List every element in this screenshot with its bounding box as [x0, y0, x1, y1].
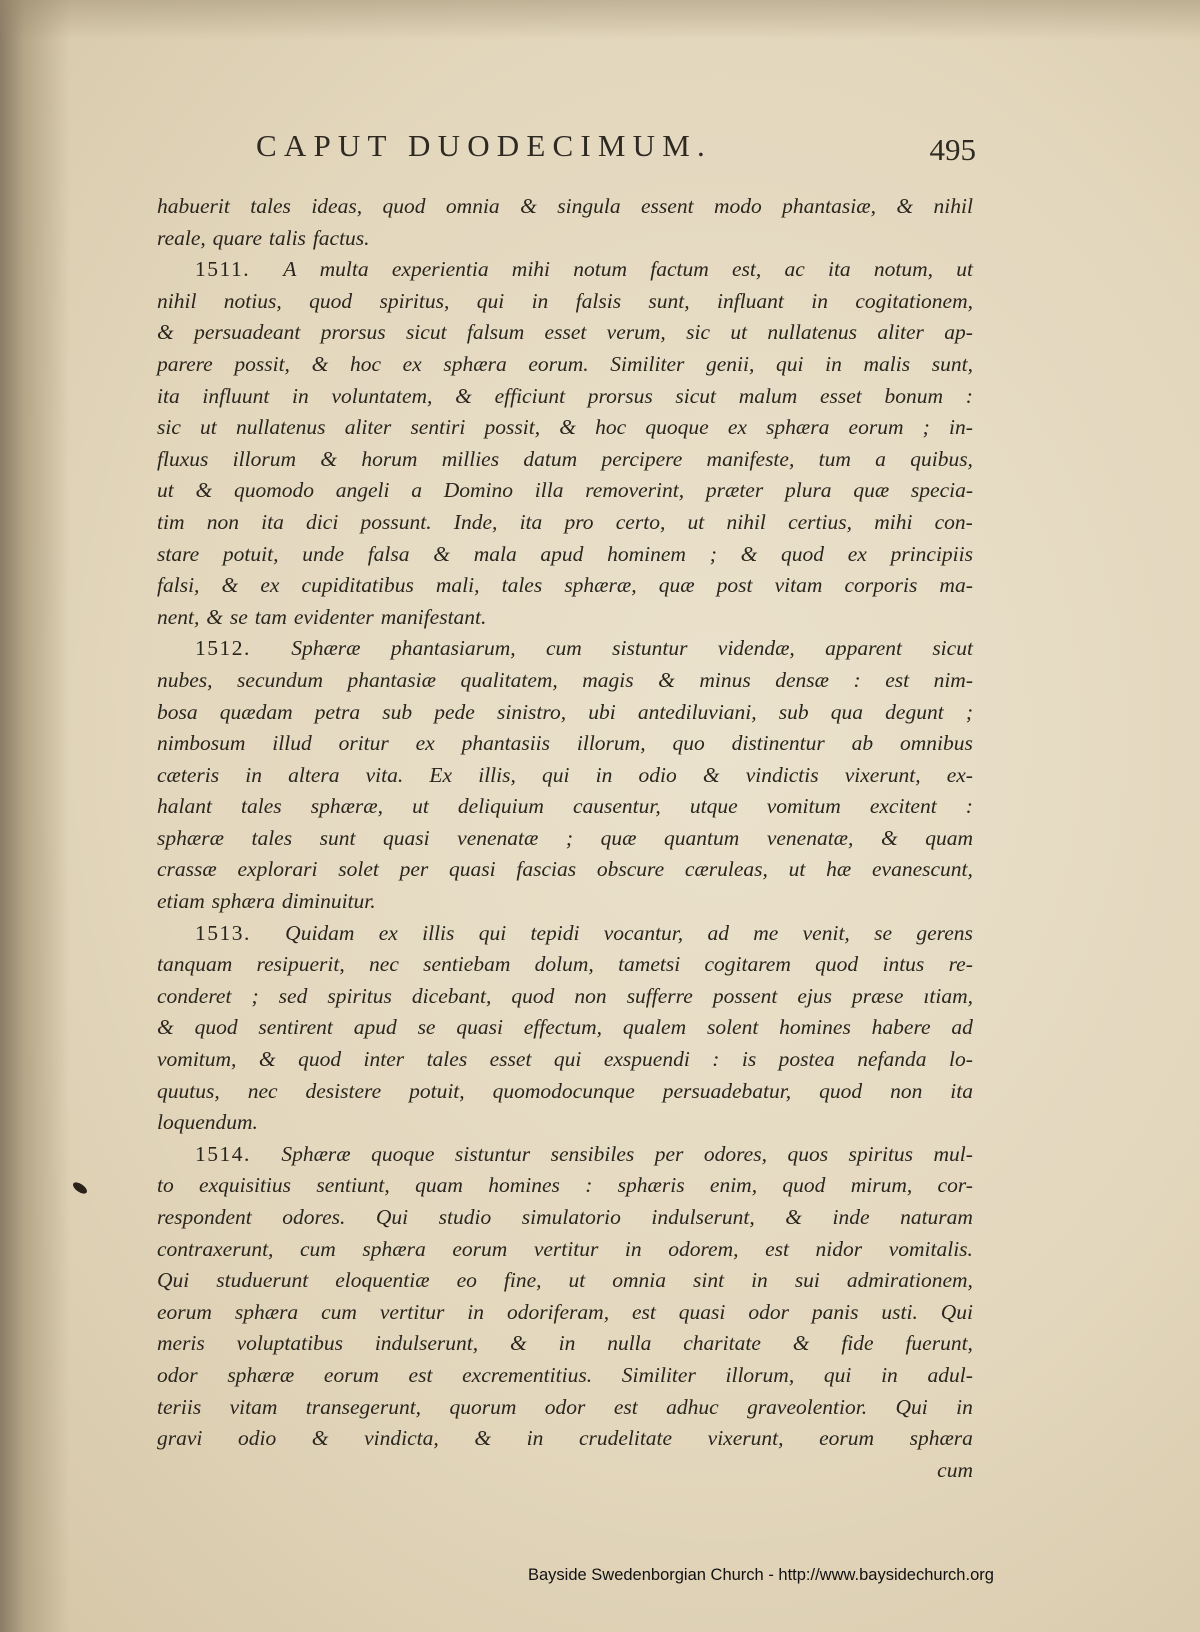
text-line: stare potuit, unde falsa & mala apud hominem ; & quod ex principiis [157, 541, 973, 566]
text-line: & persuadeant prorsus sicut falsum esset verum, sic ut nullatenus aliter ap- [157, 320, 973, 345]
text-line: eorum sphæra cum vertitur in odoriferam, est quasi odor panis usti. Qui [157, 1299, 973, 1324]
paragraph-number: 1512. [195, 636, 251, 661]
text-line: reale, quare talis factus. [157, 225, 370, 250]
text-line: tanquam resipuerit, nec sentiebam dolum, tametsi cogitarem quod intus re- [157, 952, 973, 977]
text-line: nimbosum illud oritur ex phantasiis illorum, quo distinentur ab omnibus [157, 731, 973, 756]
text-line: 1514. Sphæræ quoque sistuntur sensibiles per odores, quos spiritus mul- [157, 1139, 973, 1171]
text-line: odor sphæræ eorum est excrementitius. Similiter illorum, qui in adul- [157, 1362, 973, 1387]
text-line: contraxerunt, cum sphæra eorum vertitur in odorem, est nidor vomitalis. [157, 1236, 973, 1261]
paragraph-number: 1514. [195, 1141, 251, 1166]
text-line: respondent odores. Qui studio simulatorio indulserunt, & inde naturam [157, 1205, 973, 1229]
text-line: 1513. Quidam ex illis qui tepidi vocantur, ad me venit, se gerens [157, 918, 973, 950]
running-head [256, 128, 976, 178]
text-line: 1512. Sphæræ phantasiarum, cum sistuntur videndæ, apparent sicut [157, 633, 973, 665]
gutter-shadow [0, 0, 70, 1632]
catchword: cum [937, 1457, 973, 1482]
text-line: Qui studuerunt eloquentiæ eo fine, ut omnia sint in sui admirationem, [157, 1268, 973, 1293]
top-shadow [0, 0, 1200, 40]
text-line: etiam sphæra diminuitur. [157, 889, 376, 914]
text-line: habuerit tales ideas, quod omnia & singula essent modo phantasiæ, & nihil [157, 194, 973, 218]
text-line: sic ut nullatenus aliter sentiri possit, & hoc quoque ex sphæra eorum ; in- [157, 415, 973, 440]
text-line: bosa quædam petra sub pede sinistro, ubi antediluviani, sub qua degunt ; [157, 699, 973, 724]
text-line: to exquisitius sentiunt, quam homines : sphæris enim, quod mirum, cor- [157, 1173, 973, 1198]
paragraph [157, 918, 973, 1139]
text-line: & quod sentirent apud se quasi effectum, qualem solent homines habere ad [157, 1015, 973, 1040]
running-title: CAPUT DUODECIMUM. [256, 128, 712, 163]
text-line: sphæræ tales sunt quasi venenatæ ; quæ quantum venenatæ, & quam [157, 825, 973, 850]
paragraph [157, 254, 973, 633]
text-line: 1511. A multa experientia mihi notum factum est, ac ita notum, ut [157, 254, 973, 286]
paragraph [157, 191, 973, 254]
text-line: cæteris in altera vita. Ex illis, qui in odio & vindictis vixerunt, ex- [157, 762, 973, 787]
body-text [157, 191, 973, 1486]
text-line: conderet ; sed spiritus dicebant, quod non sufferre possent ejus præse ıtiam, [157, 983, 973, 1008]
text-line: nubes, secundum phantasiæ qualitatem, magis & minus densæ : est nim- [157, 667, 973, 692]
text-line: ut & quomodo angeli a Domino illa removerint, præter plura quæ specia- [157, 478, 973, 503]
text-line: loquendum. [157, 1110, 258, 1135]
text-line: teriis vitam transegerunt, quorum odor est adhuc graveolentior. Qui in [157, 1394, 973, 1419]
text-line: crassæ explorari solet per quasi fascias obscure cæruleas, ut hæ evanescunt, [157, 857, 973, 882]
text-line: ita influunt in voluntatem, & efficiunt prorsus sicut malum esset bonum : [157, 383, 973, 408]
text-line: falsi, & ex cupiditatibus mali, tales sphæræ, quæ post vitam corporis ma- [157, 573, 973, 598]
paragraph [157, 633, 973, 917]
text-line: quutus, nec desistere potuit, quomodocunque persuadebatur, quod non ita [157, 1078, 973, 1103]
paragraph [157, 1139, 973, 1455]
text-line: halant tales sphæræ, ut deliquium causentur, utque vomitum excitent : [157, 794, 973, 819]
paragraph-number: 1511. [195, 257, 251, 282]
page-number: 495 [929, 132, 976, 167]
footer-watermark: Bayside Swedenborgian Church - http://www.baysidechurch.org [528, 1566, 994, 1584]
text-line: nent, & se tam evidenter manifestant. [157, 604, 487, 629]
text-line: nihil notius, quod spiritus, qui in falsis sunt, influant in cogitationem, [157, 288, 973, 313]
paragraph-number: 1513. [195, 920, 251, 945]
text-line: tim non ita dici possunt. Inde, ita pro certo, ut nihil certius, mihi con- [157, 509, 973, 534]
text-line: vomitum, & quod inter tales esset qui exspuendi : is postea nefanda lo- [157, 1047, 973, 1072]
text-line: meris voluptatibus indulserunt, & in nulla charitate & fide fuerunt, [157, 1331, 973, 1356]
ink-smudge [71, 1180, 89, 1196]
text-line: gravi odio & vindicta, & in crudelitate vixerunt, eorum sphæra [157, 1426, 973, 1451]
text-line: parere possit, & hoc ex sphæra eorum. Similiter genii, qui in malis sunt, [157, 351, 973, 376]
text-line: fluxus illorum & horum millies datum percipere manifeste, tum a quibus, [157, 446, 973, 471]
